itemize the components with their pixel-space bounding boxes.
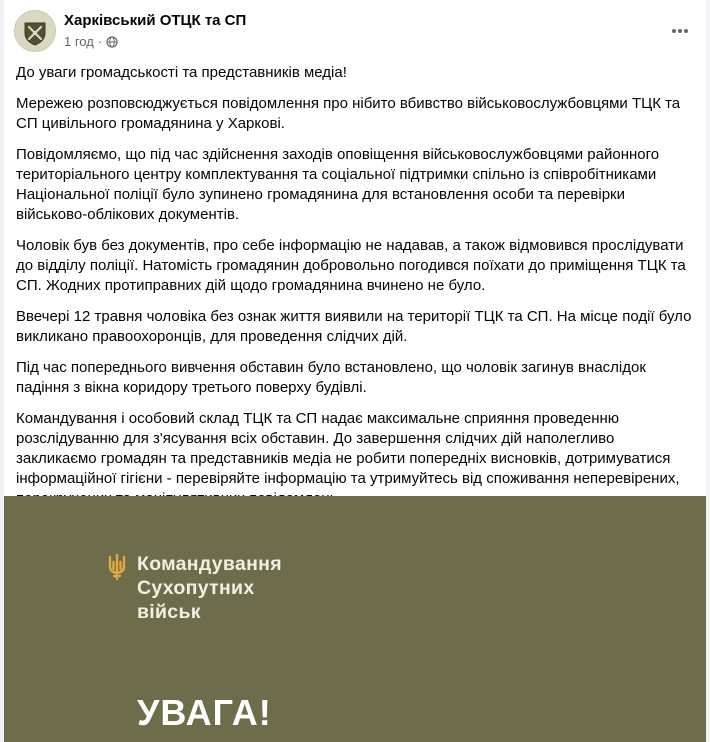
- banner-title: [137, 552, 282, 624]
- post-paragraph: Ввечері 12 травня чоловіка без ознак життя виявили на території ТЦК та СП. На місце події було викликано правоохоронців, для проведення слідчих дій.: [16, 308, 692, 345]
- banner-warning-text: УВАГА!: [137, 692, 272, 733]
- post-meta: [64, 34, 118, 49]
- post-paragraph: Повідомляємо, що під час здійснення заходів оповіщення військовослужбовцями районного територіального центру комплектування та соціальної підтримки спільно із співробітниками Національної поліції було зупинено громадянина для встановлення особи та перевірки військово-облікових документів.: [16, 146, 660, 223]
- post-paragraph: Мережею розповсюджується повідомлення про нібито вбивство військовослужбовцями ТЦК та СП цивільного громадянина у Харкові.: [16, 95, 681, 132]
- post-paragraph: До уваги громадськості та представників медіа!: [16, 64, 347, 81]
- post-paragraph: Командування і особовий склад ТЦК та СП надає максимальне сприяння проведенню розслідуванню для з'ясування всіх обставин. До завершення слідчих дій наполегливо закликаємо громадян та представників медіа не робити попередніх висновків, дотримуватися інформаційної гігієни - перевіряйте інформацію та утримуйтесь від споживання неперевірених,: [16, 410, 680, 487]
- banner-title-line: Сухопутних: [137, 577, 255, 599]
- page-avatar[interactable]: [14, 10, 56, 52]
- banner-title-line: Командування: [137, 553, 282, 575]
- post-header: [14, 9, 696, 55]
- banner-title-line: військ: [137, 601, 201, 623]
- post-author-name[interactable]: Харківський ОТЦК та СП: [64, 12, 247, 29]
- post-text: [16, 63, 696, 520]
- post-timestamp[interactable]: 1 год: [64, 34, 94, 49]
- globe-icon[interactable]: [106, 36, 118, 48]
- trident-icon: [108, 554, 126, 585]
- meta-separator: ·: [97, 34, 103, 49]
- more-options-icon: [671, 28, 689, 34]
- post-card: [4, 0, 706, 742]
- avatar-emblem-icon: [15, 11, 55, 51]
- post-paragraph: Чоловік був без документів, про себе інформацію не надавав, а також відмовився прослідувати до відділу поліції. Натомість громадянин добровольно погодився поїхати до приміщення ТЦК та СП. Жодних протиправних дій щодо громадянина вчинено не було.: [16, 237, 686, 294]
- post-image-banner[interactable]: [4, 496, 706, 742]
- more-options-button[interactable]: [668, 21, 692, 41]
- post-paragraph: Під час попереднього вивчення обставин було встановлено, що чоловік загинув внаслідок падіння з вікна коридору третього поверху будівлі.: [16, 359, 646, 396]
